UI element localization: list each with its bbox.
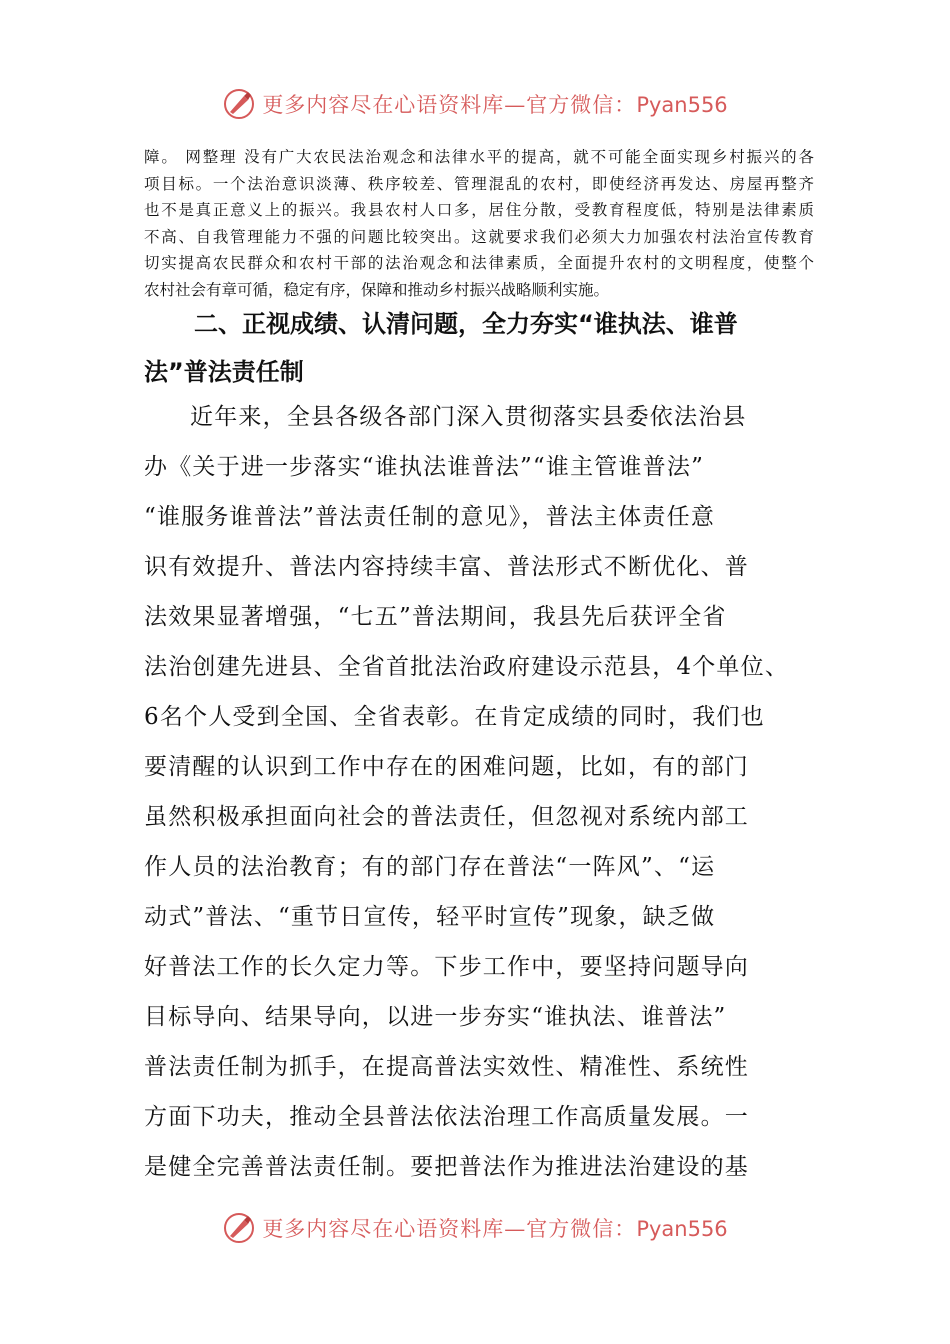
body-line: 近年来，全县各级各部门深入贯彻落实县委依法治县 — [190, 404, 747, 430]
footer-watermark — [0, 1208, 950, 1248]
body-line: 方面下功夫，推动全县普法依法治理工作高质量发展。一 — [144, 1104, 749, 1130]
section-heading — [144, 300, 814, 396]
intro-line: 切实提高农民群众和农村干部的法治观念和法律素质，全面提升农村的文明程度，使整个 — [144, 254, 814, 272]
intro-line: 障。 网整理 没有广大农民法治观念和法律水平的提高，就不可能全面实现乡村振兴的各 — [144, 148, 814, 166]
pen-nib-circle-icon — [222, 1211, 256, 1245]
body-line: 动式”普法、“重节日宣传，轻平时宣传”现象，缺乏做 — [144, 904, 716, 930]
body-paragraph — [144, 392, 824, 1192]
body-line: 要清醒的认识到工作中存在的困难问题，比如，有的部门 — [144, 754, 749, 780]
header-watermark — [0, 84, 950, 124]
pen-nib-circle-icon — [222, 87, 256, 121]
intro-line: 也不是真正意义上的振兴。我县农村人口多，居住分散，受教育程度低，特别是法律素质 — [144, 201, 814, 219]
body-line: 作人员的法治教育；有的部门存在普法“一阵风”、“运 — [144, 854, 716, 880]
body-line: 目标导向、结果导向，以进一步夯实“谁执法、谁普法” — [144, 1004, 727, 1030]
body-line: “谁服务谁普法”普法责任制的意见》，普法主体责任意 — [144, 504, 716, 530]
watermark-text: 更多内容尽在心语资料库—官方微信：Pyan556 — [262, 93, 728, 117]
heading-line: 二、正视成绩、认清问题，全力夯实“谁执法、谁普 — [194, 310, 738, 338]
heading-line: 法”普法责任制 — [144, 358, 304, 386]
body-line: 法治创建先进县、全省首批法治政府建设示范县，4个单位、 — [144, 654, 790, 680]
intro-line: 不高、自我管理能力不强的问题比较突出。这就要求我们必须大力加强农村法治宣传教育 — [144, 227, 814, 246]
body-line: 好普法工作的长久定力等。下步工作中，要坚持问题导向 — [144, 954, 749, 980]
body-line: 办《关于进一步落实“谁执法谁普法”“谁主管谁普法” — [144, 454, 705, 480]
intro-paragraph — [144, 144, 814, 303]
intro-line: 项目标。一个法治意识淡薄、秩序较差、管理混乱的农村，即使经济再发达、房屋再整齐 — [144, 174, 814, 193]
body-line: 6名个人受到全国、全省表彰。在肯定成绩的同时，我们也 — [144, 704, 765, 730]
body-line: 是健全完善普法责任制。要把普法作为推进法治建设的基 — [144, 1154, 749, 1180]
intro-line: 农村社会有章可循，稳定有序，保障和推动乡村振兴战略顺利实施。 — [144, 280, 610, 299]
body-line: 法效果显著增强，“七五”普法期间，我县先后获评全省 — [144, 604, 727, 630]
body-line: 识有效提升、普法内容持续丰富、普法形式不断优化、普 — [144, 554, 749, 580]
body-line: 普法责任制为抓手，在提高普法实效性、精准性、系统性 — [144, 1054, 749, 1080]
watermark-text: 更多内容尽在心语资料库—官方微信：Pyan556 — [262, 1217, 728, 1241]
body-line: 虽然积极承担面向社会的普法责任，但忽视对系统内部工 — [144, 804, 749, 830]
